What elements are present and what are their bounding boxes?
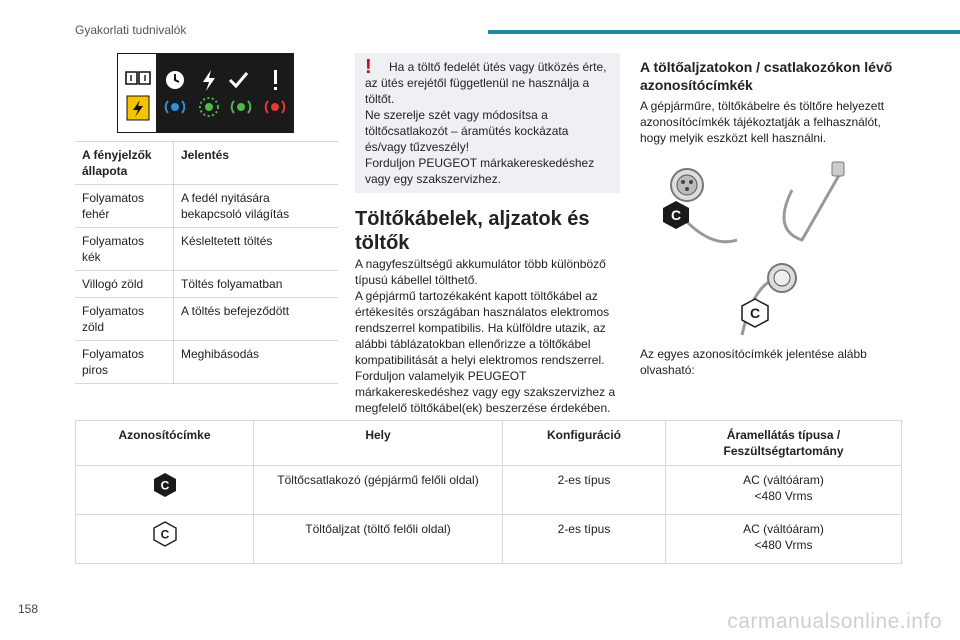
warning-text: Ha a töltő fedelét ütés vagy ütközés érte, az ütés erejétől függetlenül ne használja a töltőt. Ne szerelje szét vagy módosítsa a töltőcsatlakozót – áramütés kockázata és/vagy tűzveszély! Forduljon PEUGEOT márkakereskedéshez vagy egy szakszervizhez. <box>365 60 607 186</box>
table-row <box>76 466 902 515</box>
table-cell: Folyamatos zöld <box>75 298 174 341</box>
hexagon-c-outline-icon <box>152 521 178 547</box>
badge-letter: C <box>160 478 169 493</box>
table-cell: Folyamatos kék <box>75 228 174 271</box>
table-row <box>75 271 338 298</box>
table-row <box>76 515 902 564</box>
table-header: A fényjelzők állapota <box>75 142 174 185</box>
table-cell: A töltés befejeződött <box>174 298 339 341</box>
table-header-row <box>76 421 902 466</box>
table-header: Jelentés <box>174 142 339 185</box>
table-cell <box>76 466 254 515</box>
warning-box <box>355 53 620 193</box>
table-header: Áramellátás típusa / Feszültségtartomány <box>666 421 902 466</box>
table-header-row <box>75 142 338 185</box>
warning-icon: ! <box>365 56 372 78</box>
table-cell: Villogó zöld <box>75 271 174 298</box>
lightning-icon <box>203 70 215 91</box>
table-cell: Töltés folyamatban <box>174 271 339 298</box>
hexagon-c-icon <box>661 200 691 230</box>
table-row <box>75 341 338 384</box>
identification-table <box>75 420 902 564</box>
indicator-status-table <box>75 141 338 384</box>
table-cell: A fedél nyitására bekapcsoló világítás <box>174 185 339 228</box>
section-title: Gyakorlati tudnivalók <box>75 23 187 37</box>
badge-filled-illustration <box>661 200 691 235</box>
table-cell: Késleltetett töltés <box>174 228 339 271</box>
badge-letter: C <box>670 207 682 223</box>
table-cell: Meghibásodás <box>174 341 339 384</box>
exclamation-icon <box>274 70 277 90</box>
labels-body: A gépjárműre, töltőkábelre és töltőre helyezett azonosítócímkék tájékoztatják a felhasználót, hogy melyik eszközt kell használni. <box>640 99 885 145</box>
hexagon-c-outline-icon <box>740 298 770 328</box>
table-cell: 2-es típus <box>503 515 666 564</box>
page-number: 158 <box>18 602 39 616</box>
badge-outline-illustration <box>740 298 770 333</box>
table-cell: Folyamatos fehér <box>75 185 174 228</box>
table-cell: AC (váltóáram) <480 Vrms <box>666 515 902 564</box>
vehicle-connector-image <box>671 162 844 242</box>
table-header: Konfiguráció <box>503 421 666 466</box>
green-indicator-icon <box>232 101 251 113</box>
watermark: carmanualsonline.info <box>727 610 942 633</box>
hexagon-c-icon <box>152 472 178 498</box>
table-cell: Töltőcsatlakozó (gépjármű felőli oldal) <box>254 466 503 515</box>
table-header: Hely <box>254 421 503 466</box>
table-row <box>75 298 338 341</box>
panel-manual-section <box>117 53 157 133</box>
labels-heading: A töltőaljzatokon / csatlakozókon lévő azonosítócímkék <box>640 59 893 93</box>
table-cell: Töltőaljzat (töltő felőli oldal) <box>254 515 503 564</box>
table-cell: 2-es típus <box>503 466 666 515</box>
table-row <box>75 228 338 271</box>
table-cell: Folyamatos piros <box>75 341 174 384</box>
check-icon <box>230 73 247 86</box>
table-row <box>75 185 338 228</box>
table-header: Azonosítócímke <box>76 421 254 466</box>
clock-icon <box>166 71 184 89</box>
manual-warning-icon <box>118 54 158 134</box>
table-cell <box>76 515 254 564</box>
red-indicator-icon <box>266 101 285 113</box>
blue-indicator-icon <box>166 101 185 113</box>
cables-body: A nagyfeszültségű akkumulátor több különböző típusú kábellel tölthető. A gépjármű tartozékaként kapott töltőkábel az értékesítés országában használatos elektromos rendszerrel kompatibilis. Ha külföldre utazik, az alábbi táblázatokban ellenőrizze a töltőkábel kompatibilitását a helyi elektromos rendszerrel. Forduljon valamelyik PEUGEOT márkakereskedéshez vagy egy szakszervizhez a megfelelő töltőkábel(ek) beszerzése érdekében. <box>355 257 616 415</box>
blinking-green-indicator-icon <box>200 98 218 116</box>
table-cell: AC (váltóáram) <480 Vrms <box>666 466 902 515</box>
cables-heading: Töltőkábelek, aljzatok és töltők <box>355 208 590 254</box>
badge-letter: C <box>160 527 169 542</box>
charging-indicator-panel <box>117 53 294 133</box>
badge-letter: C <box>749 305 761 321</box>
header-accent-bar <box>488 30 960 34</box>
status-icons <box>157 53 294 133</box>
labels-after-text: Az egyes azonosítócímkék jelentése alább olvasható: <box>640 347 867 377</box>
